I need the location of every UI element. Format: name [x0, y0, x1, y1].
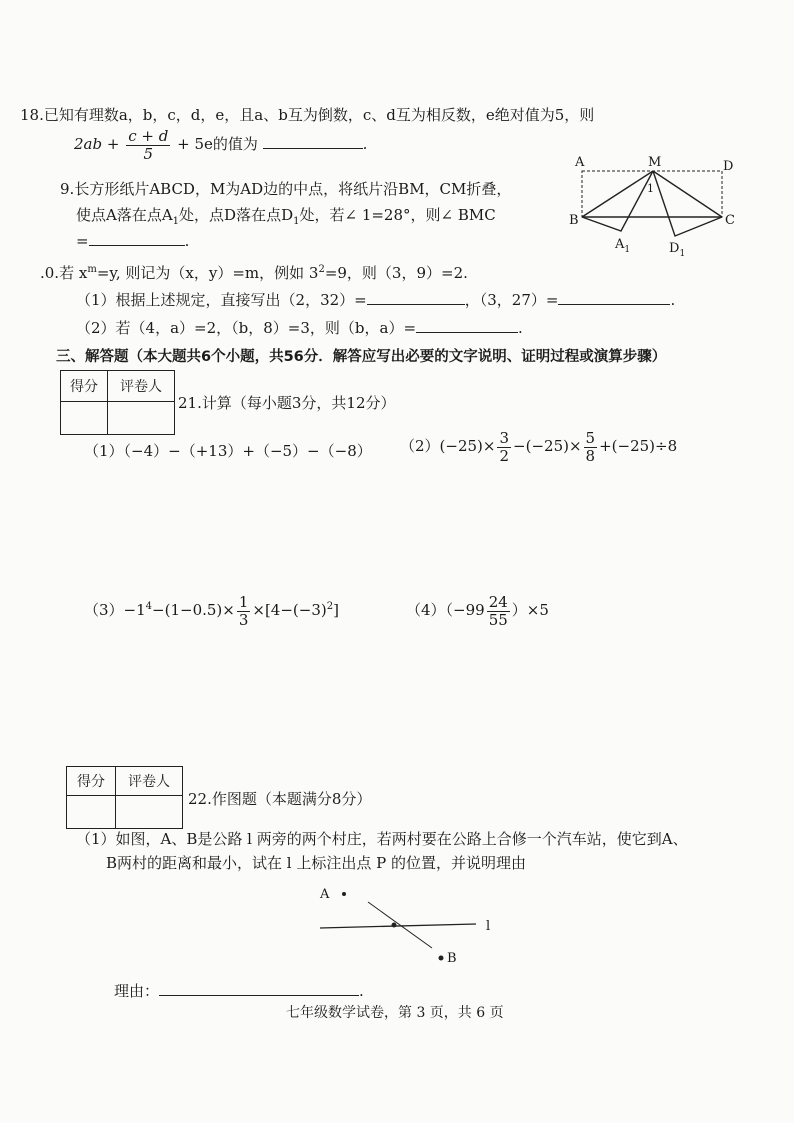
point-a	[342, 892, 346, 896]
q20-number: .0.	[40, 264, 60, 282]
intersection-point	[392, 923, 397, 928]
scorebox-reviewer-label: 评卷人	[116, 767, 183, 796]
q20-part2: （2）若（4，a）=2，（b，8）=3，则（b，a）= .	[76, 319, 523, 337]
label-angle-1: 1	[647, 182, 654, 195]
scorebox-reviewer-cell[interactable]	[108, 402, 175, 435]
q22-scorebox	[66, 766, 183, 829]
label-c: C	[725, 213, 735, 228]
label-a: A	[320, 887, 330, 902]
q19-answer-blank[interactable]	[89, 245, 185, 246]
q22-title: 22.作图题（本题满分8分）	[188, 790, 372, 808]
reason-label: 理由：	[114, 982, 160, 1000]
label-d1: $D_1$	[669, 241, 686, 259]
point-b	[439, 956, 444, 961]
scorebox-score-cell[interactable]	[67, 796, 116, 829]
reason-blank[interactable]	[159, 995, 359, 996]
folded-triangle-a1	[582, 171, 653, 231]
q18-expr-suffix: + 5e的值为	[177, 135, 258, 153]
q22-reason: 理由： .	[114, 982, 364, 1000]
scorebox-score-cell[interactable]	[61, 402, 108, 435]
label-b: B	[447, 951, 457, 966]
q18-line2: 2ab + $\frac{c + d}{5}$ + 5e的值为 .	[74, 127, 368, 163]
q21-title: 21.计算（每小题3分，共12分）	[178, 394, 396, 412]
q21-part1: （1）（−4）−（+13）+（−5）−（−8）	[84, 442, 372, 460]
q18-line1	[20, 104, 594, 125]
road-line-l	[320, 924, 476, 928]
q21-part2: （2）(−25)× $\frac{3}{2}$ −(−25)× $\frac{5}{8}$ +(−25)÷8	[400, 429, 678, 465]
q21-part4: （4）（−99 $\frac{24}{55}$ ）×5	[406, 593, 549, 629]
scorebox-score-label: 得分	[61, 371, 108, 402]
q20-part2-blank[interactable]	[416, 332, 518, 333]
q18-answer-blank[interactable]	[263, 148, 363, 149]
q18-text: 已知有理数a，b，c，d，e，且a、b互为倒数，c、d互为相反数，e绝对值为5，则	[43, 106, 595, 124]
q20-part1-blank-b[interactable]	[558, 304, 670, 305]
label-a1: $A_1$	[615, 237, 631, 255]
section3-heading: 三、解答题（本大题共6个小题，共56分．解答应写出必要的文字说明、证明过程或演算步骤）	[56, 349, 667, 365]
label-b: B	[569, 213, 579, 228]
label-d: D	[723, 159, 734, 174]
q19-line2: 使点A落在点$A_1$处，点D落在点$D_1$处，若∠ 1=28°，则∠ BMC	[76, 206, 496, 227]
fold-line-bm	[582, 171, 653, 217]
folded-triangle-d1	[653, 171, 722, 236]
q18-expr-prefix: 2ab +	[74, 135, 120, 153]
q22-part1-line2: B两村的距离和最小，试在 l 上标注出点 P 的位置，并说明理由	[106, 854, 526, 872]
q22-figure	[310, 880, 510, 970]
label-m: M	[648, 155, 662, 170]
q19-number: 9.	[60, 180, 75, 198]
q18-fraction: $\frac{c + d}{5}$	[128, 127, 169, 163]
q21-part3: $(3)-1^4-(1-0.5)\times$ $\frac{1}{3}$ $\times[4-(-3)^2]$	[84, 593, 339, 629]
label-l: l	[486, 919, 491, 934]
q20-intro: .0.若 $x^m=y$, 则记为（x，y）=m，例如 $3^2=9$，则（3，9）=2.	[40, 264, 468, 282]
fold-line-cm	[653, 171, 722, 217]
label-a: A	[575, 155, 585, 170]
q21-scorebox	[60, 370, 175, 435]
q19-line1: 9.长方形纸片ABCD，M为AD边的中点，将纸片沿BM，CM折叠，	[60, 180, 512, 198]
q19-line3: = .	[76, 232, 190, 250]
q20-part1-blank-a[interactable]	[367, 304, 465, 305]
scorebox-reviewer-cell[interactable]	[116, 796, 183, 829]
scorebox-reviewer-label: 评卷人	[108, 371, 175, 402]
scorebox-score-label: 得分	[67, 767, 116, 796]
q19-figure	[565, 152, 745, 262]
q22-part1-line1: （1）如图，A、B是公路 l 两旁的两个村庄，若两村要在公路上合修一个汽车站，使它到A、	[76, 830, 688, 848]
page-footer: 七年级数学试卷，第 3 页，共 6 页	[286, 1005, 504, 1021]
q18-number: 18.	[20, 106, 44, 124]
q20-part1: （1）根据上述规定，直接写出（2，32）= ，（3，27）= .	[76, 291, 676, 309]
